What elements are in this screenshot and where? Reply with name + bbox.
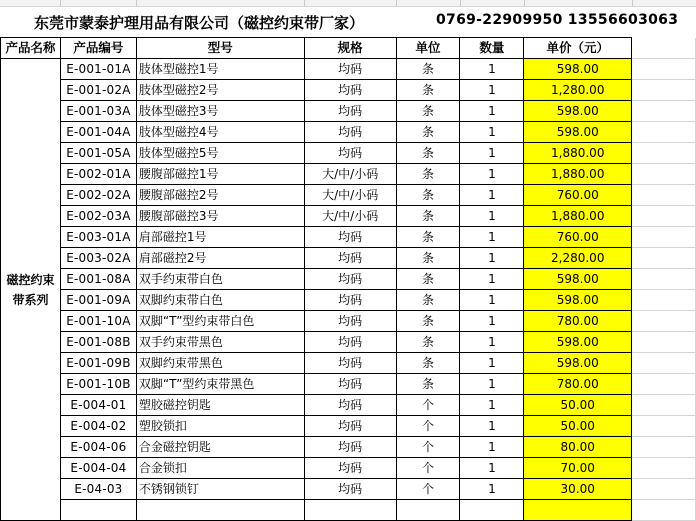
price-cell[interactable]: 598.00 — [524, 332, 632, 353]
spec-cell[interactable]: 大/中/小码 — [304, 206, 396, 227]
product-code-cell[interactable]: E-001-09A — [60, 290, 136, 311]
qty-cell[interactable]: 1 — [460, 248, 524, 269]
price-cell[interactable]: 598.00 — [524, 290, 632, 311]
price-cell[interactable]: 80.00 — [524, 437, 632, 458]
spec-cell[interactable]: 均码 — [304, 479, 396, 500]
product-code-cell[interactable]: E-001-04A — [60, 122, 136, 143]
empty-cell[interactable] — [396, 500, 460, 521]
unit-cell[interactable]: 条 — [396, 227, 460, 248]
qty-cell[interactable]: 1 — [460, 332, 524, 353]
product-code-cell[interactable]: E-003-01A — [60, 227, 136, 248]
price-cell[interactable]: 780.00 — [524, 374, 632, 395]
price-cell[interactable]: 780.00 — [524, 311, 632, 332]
model-cell[interactable]: 双脚“T”型约束带白色 — [136, 311, 304, 332]
spec-cell[interactable]: 均码 — [304, 122, 396, 143]
product-code-cell[interactable]: E-001-05A — [60, 143, 136, 164]
price-cell[interactable]: 30.00 — [524, 479, 632, 500]
model-cell[interactable]: 腰腹部磁控2号 — [136, 185, 304, 206]
table-row — [1, 269, 696, 290]
price-cell[interactable]: 1,880.00 — [524, 164, 632, 185]
empty-cell[interactable] — [632, 248, 696, 269]
empty-cell[interactable] — [632, 479, 696, 500]
product-code-cell[interactable]: E-004-06 — [60, 437, 136, 458]
table-row — [1, 80, 696, 101]
empty-cell[interactable] — [632, 500, 696, 521]
header-row — [1, 38, 696, 59]
model-cell[interactable]: 合金磁控钥匙 — [136, 437, 304, 458]
model-cell[interactable]: 塑胶锁扣 — [136, 416, 304, 437]
model-cell[interactable]: 双手约束带黑色 — [136, 332, 304, 353]
empty-cell[interactable] — [632, 101, 696, 122]
qty-cell[interactable]: 1 — [460, 227, 524, 248]
series-name-cell[interactable]: 磁控约束带系列 — [1, 59, 61, 521]
table-row — [1, 164, 696, 185]
table-row — [1, 290, 696, 311]
header-spec[interactable]: 规格 — [304, 38, 396, 59]
unit-cell[interactable]: 个 — [396, 479, 460, 500]
qty-cell[interactable]: 1 — [460, 395, 524, 416]
product-code-cell[interactable]: E-001-10A — [60, 311, 136, 332]
qty-cell[interactable]: 1 — [460, 458, 524, 479]
spec-cell[interactable]: 均码 — [304, 458, 396, 479]
model-cell[interactable]: 双脚约束带白色 — [136, 290, 304, 311]
empty-cell[interactable] — [60, 500, 136, 521]
model-cell[interactable]: 肩部磁控1号 — [136, 227, 304, 248]
header-unit[interactable]: 单位 — [396, 38, 460, 59]
qty-cell[interactable]: 1 — [460, 311, 524, 332]
table-row — [1, 416, 696, 437]
table-row — [1, 332, 696, 353]
table-row — [1, 458, 696, 479]
price-table — [0, 37, 696, 521]
qty-cell[interactable]: 1 — [460, 374, 524, 395]
empty-cell[interactable] — [632, 143, 696, 164]
model-cell[interactable]: 腰腹部磁控3号 — [136, 206, 304, 227]
product-code-cell[interactable]: E-001-08B — [60, 332, 136, 353]
model-cell[interactable]: 腰腹部磁控1号 — [136, 164, 304, 185]
product-code-cell[interactable]: E-001-09B — [60, 353, 136, 374]
model-cell[interactable]: 双脚约束带黑色 — [136, 353, 304, 374]
table-row — [1, 143, 696, 164]
product-code-cell[interactable]: E-001-03A — [60, 101, 136, 122]
spec-cell[interactable]: 均码 — [304, 101, 396, 122]
unit-cell[interactable]: 条 — [396, 206, 460, 227]
model-cell[interactable]: 不锈钢锁钉 — [136, 479, 304, 500]
spec-cell[interactable]: 均码 — [304, 374, 396, 395]
qty-cell[interactable]: 1 — [460, 353, 524, 374]
table-row — [1, 311, 696, 332]
spec-cell[interactable]: 均码 — [304, 227, 396, 248]
qty-cell[interactable]: 1 — [460, 59, 524, 80]
qty-cell[interactable]: 1 — [460, 80, 524, 101]
unit-cell[interactable]: 条 — [396, 80, 460, 101]
unit-cell[interactable]: 条 — [396, 164, 460, 185]
table-row — [1, 248, 696, 269]
table-row — [1, 500, 696, 521]
qty-cell[interactable]: 1 — [460, 479, 524, 500]
product-code-cell[interactable]: E-001-08A — [60, 269, 136, 290]
empty-cell[interactable] — [632, 458, 696, 479]
unit-cell[interactable]: 条 — [396, 143, 460, 164]
spec-cell[interactable]: 均码 — [304, 437, 396, 458]
model-cell[interactable]: 合金锁扣 — [136, 458, 304, 479]
header-model[interactable]: 型号 — [136, 38, 304, 59]
model-cell[interactable]: 肢体型磁控3号 — [136, 101, 304, 122]
price-cell[interactable]: 760.00 — [524, 227, 632, 248]
price-cell[interactable]: 598.00 — [524, 353, 632, 374]
unit-cell[interactable]: 条 — [396, 185, 460, 206]
product-code-cell[interactable]: E-002-03A — [60, 206, 136, 227]
price-cell[interactable]: 50.00 — [524, 395, 632, 416]
unit-cell[interactable]: 条 — [396, 311, 460, 332]
unit-cell[interactable]: 条 — [396, 353, 460, 374]
model-cell[interactable]: 肢体型磁控5号 — [136, 143, 304, 164]
product-code-cell[interactable]: E-04-03 — [60, 479, 136, 500]
table-row — [1, 353, 696, 374]
phone-numbers[interactable]: 0769-22909950 13556603063 — [436, 12, 679, 28]
unit-cell[interactable]: 条 — [396, 290, 460, 311]
price-cell[interactable]: 1,280.00 — [524, 80, 632, 101]
table-row — [1, 59, 696, 80]
header-product-name[interactable]: 产品名称 — [1, 38, 61, 59]
empty-cell[interactable] — [632, 332, 696, 353]
unit-cell[interactable]: 个 — [396, 416, 460, 437]
empty-cell[interactable] — [632, 374, 696, 395]
empty-cell[interactable] — [632, 59, 696, 80]
product-code-cell[interactable]: E-001-02A — [60, 80, 136, 101]
table-row — [1, 206, 696, 227]
product-code-cell[interactable]: E-002-01A — [60, 164, 136, 185]
spec-cell[interactable]: 均码 — [304, 353, 396, 374]
model-cell[interactable]: 肢体型磁控1号 — [136, 59, 304, 80]
model-cell[interactable]: 肢体型磁控4号 — [136, 122, 304, 143]
empty-cell[interactable] — [632, 38, 696, 59]
qty-cell[interactable]: 1 — [460, 437, 524, 458]
qty-cell[interactable]: 1 — [460, 206, 524, 227]
qty-cell[interactable]: 1 — [460, 164, 524, 185]
unit-cell[interactable]: 个 — [396, 458, 460, 479]
product-code-cell[interactable]: E-004-04 — [60, 458, 136, 479]
price-cell[interactable]: 598.00 — [524, 101, 632, 122]
model-cell[interactable]: 肢体型磁控2号 — [136, 80, 304, 101]
empty-cell[interactable] — [460, 500, 524, 521]
table-row — [1, 101, 696, 122]
unit-cell[interactable]: 条 — [396, 374, 460, 395]
spec-cell[interactable]: 均码 — [304, 416, 396, 437]
empty-cell[interactable] — [632, 353, 696, 374]
empty-cell[interactable] — [632, 164, 696, 185]
qty-cell[interactable]: 1 — [460, 122, 524, 143]
empty-cell[interactable] — [632, 437, 696, 458]
price-cell[interactable]: 70.00 — [524, 458, 632, 479]
price-cell[interactable]: 760.00 — [524, 185, 632, 206]
header-qty[interactable]: 数量 — [460, 38, 524, 59]
table-row — [1, 437, 696, 458]
spec-cell[interactable]: 均码 — [304, 311, 396, 332]
unit-cell[interactable]: 条 — [396, 59, 460, 80]
title-row — [0, 7, 696, 37]
empty-cell[interactable] — [632, 290, 696, 311]
model-cell[interactable]: 肩部磁控2号 — [136, 248, 304, 269]
unit-cell[interactable]: 条 — [396, 122, 460, 143]
price-cell[interactable]: 598.00 — [524, 269, 632, 290]
price-cell[interactable]: 1,880.00 — [524, 206, 632, 227]
empty-cell[interactable] — [632, 227, 696, 248]
spec-cell[interactable]: 大/中/小码 — [304, 185, 396, 206]
table-row — [1, 395, 696, 416]
price-cell[interactable]: 2,280.00 — [524, 248, 632, 269]
price-cell[interactable]: 598.00 — [524, 122, 632, 143]
qty-cell[interactable]: 1 — [460, 269, 524, 290]
price-cell[interactable]: 598.00 — [524, 59, 632, 80]
spec-cell[interactable]: 均码 — [304, 332, 396, 353]
unit-cell[interactable]: 条 — [396, 332, 460, 353]
price-cell[interactable] — [524, 500, 632, 521]
model-cell[interactable]: 双脚“T”型约束带黑色 — [136, 374, 304, 395]
qty-cell[interactable]: 1 — [460, 185, 524, 206]
empty-cell[interactable] — [304, 500, 396, 521]
spec-cell[interactable]: 均码 — [304, 395, 396, 416]
table-row — [1, 227, 696, 248]
spec-cell[interactable]: 均码 — [304, 80, 396, 101]
spec-cell[interactable]: 均码 — [304, 269, 396, 290]
qty-cell[interactable]: 1 — [460, 290, 524, 311]
table-row — [1, 185, 696, 206]
spec-cell[interactable]: 大/中/小码 — [304, 164, 396, 185]
empty-cell[interactable] — [632, 122, 696, 143]
column-header-strip — [0, 0, 696, 7]
product-code-cell[interactable]: E-004-02 — [60, 416, 136, 437]
unit-cell[interactable]: 条 — [396, 101, 460, 122]
company-title[interactable]: 东莞市蒙泰护理用品有限公司（磁控约束带厂家） — [34, 14, 365, 32]
table-row — [1, 479, 696, 500]
table-row — [1, 374, 696, 395]
spec-cell[interactable]: 均码 — [304, 248, 396, 269]
price-cell[interactable]: 50.00 — [524, 416, 632, 437]
header-price[interactable]: 单价（元） — [524, 38, 632, 59]
unit-cell[interactable]: 条 — [396, 248, 460, 269]
empty-cell[interactable] — [632, 206, 696, 227]
unit-cell[interactable]: 条 — [396, 269, 460, 290]
product-code-cell[interactable]: E-003-02A — [60, 248, 136, 269]
product-code-cell[interactable]: E-001-01A — [60, 59, 136, 80]
spec-cell[interactable]: 均码 — [304, 59, 396, 80]
product-code-cell[interactable]: E-004-01 — [60, 395, 136, 416]
spec-cell[interactable]: 均码 — [304, 143, 396, 164]
model-cell[interactable]: 双手约束带白色 — [136, 269, 304, 290]
qty-cell[interactable]: 1 — [460, 416, 524, 437]
empty-cell[interactable] — [632, 269, 696, 290]
product-code-cell[interactable]: E-002-02A — [60, 185, 136, 206]
product-code-cell[interactable]: E-001-10B — [60, 374, 136, 395]
empty-cell[interactable] — [632, 80, 696, 101]
qty-cell[interactable]: 1 — [460, 143, 524, 164]
table-row — [1, 122, 696, 143]
empty-cell[interactable] — [136, 500, 304, 521]
unit-cell[interactable]: 个 — [396, 437, 460, 458]
header-product-code[interactable]: 产品编号 — [60, 38, 136, 59]
empty-cell[interactable] — [632, 311, 696, 332]
empty-cell[interactable] — [632, 395, 696, 416]
empty-cell[interactable] — [632, 185, 696, 206]
empty-cell[interactable] — [632, 416, 696, 437]
qty-cell[interactable]: 1 — [460, 101, 524, 122]
model-cell[interactable]: 塑胶磁控钥匙 — [136, 395, 304, 416]
unit-cell[interactable]: 个 — [396, 395, 460, 416]
price-cell[interactable]: 1,880.00 — [524, 143, 632, 164]
spec-cell[interactable]: 均码 — [304, 290, 396, 311]
